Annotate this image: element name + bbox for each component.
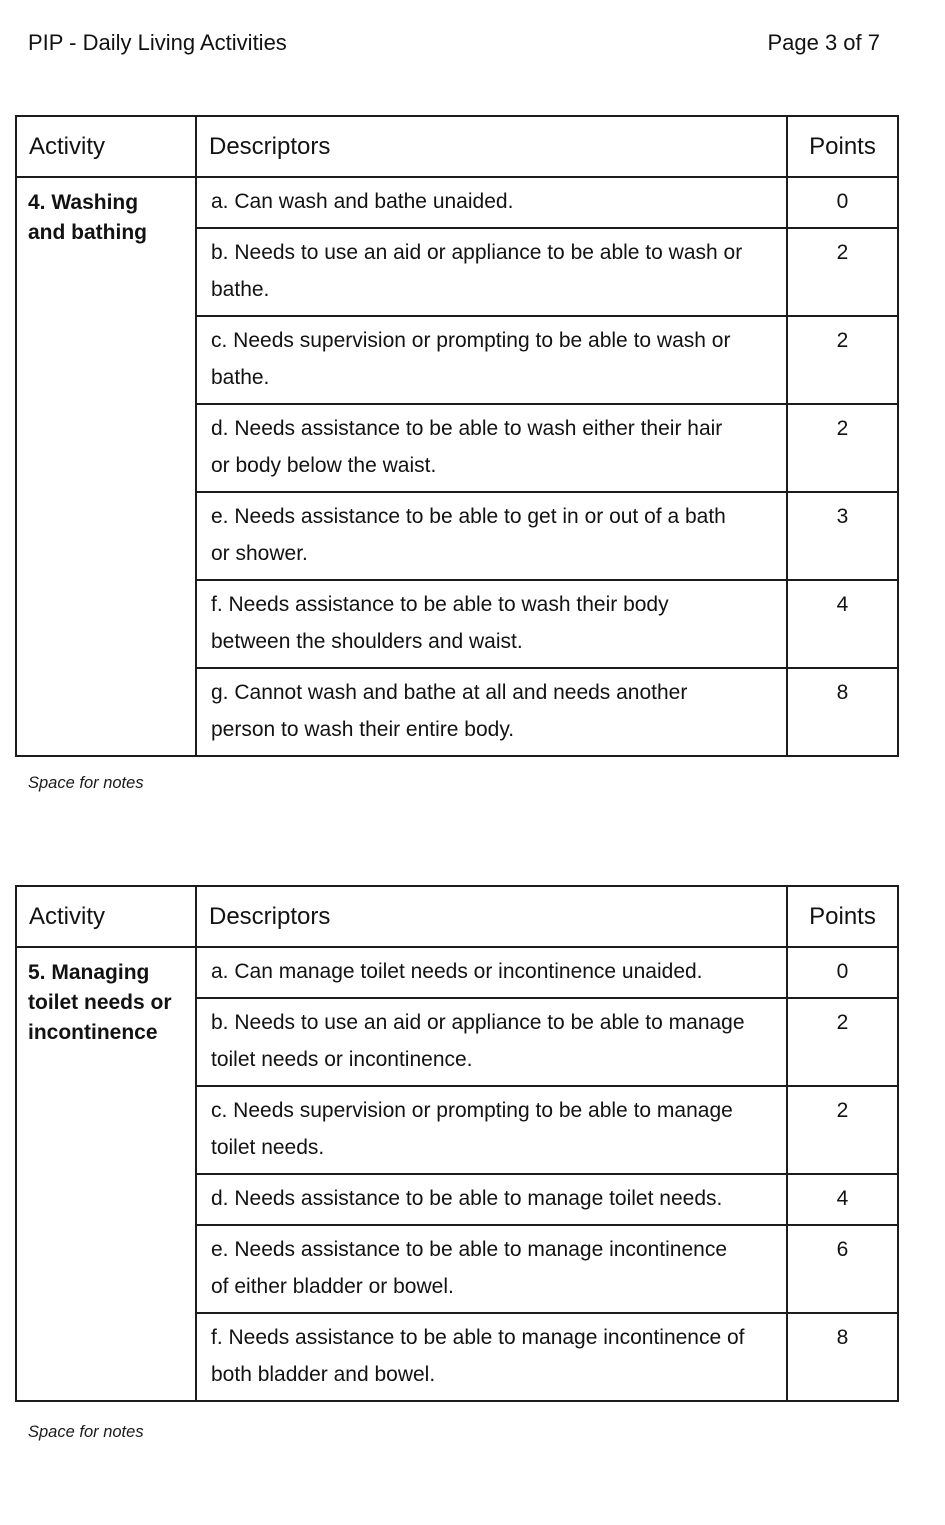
activity-cell: 5. Managing toilet needs or incontinence: [16, 947, 196, 1401]
descriptor-cell: d. Needs assistance to be able to manage toilet needs.: [196, 1174, 787, 1225]
column-header-points: Points: [787, 886, 898, 947]
points-cell: 2: [787, 404, 898, 492]
descriptor-cell: a. Can manage toilet needs or incontinence unaided.: [196, 947, 787, 998]
descriptor-cell: d. Needs assistance to be able to wash either their hair or body below the waist.: [196, 404, 787, 492]
descriptor-cell: b. Needs to use an aid or appliance to be able to manage toilet needs or incontinence.: [196, 998, 787, 1086]
table-header-row: [16, 886, 898, 947]
descriptor-cell: a. Can wash and bathe unaided.: [196, 177, 787, 228]
activity-table-managing-toilet-needs: [15, 885, 899, 1402]
points-cell: 0: [787, 177, 898, 228]
points-cell: 4: [787, 1174, 898, 1225]
activity-cell: 4. Washing and bathing: [16, 177, 196, 756]
points-cell: 6: [787, 1225, 898, 1313]
table-row: [16, 947, 898, 998]
descriptor-cell: e. Needs assistance to be able to manage incontinence of either bladder or bowel.: [196, 1225, 787, 1313]
space-for-notes-label: Space for notes: [28, 774, 144, 792]
points-cell: 3: [787, 492, 898, 580]
descriptor-cell: g. Cannot wash and bathe at all and needs another person to wash their entire body.: [196, 668, 787, 756]
descriptor-cell: b. Needs to use an aid or appliance to be able to wash or bathe.: [196, 228, 787, 316]
table-header-row: [16, 116, 898, 177]
descriptor-cell: e. Needs assistance to be able to get in or out of a bath or shower.: [196, 492, 787, 580]
activity-table-washing-and-bathing: [15, 115, 899, 757]
points-cell: 2: [787, 228, 898, 316]
points-cell: 4: [787, 580, 898, 668]
descriptor-cell: f. Needs assistance to be able to wash their body between the shoulders and waist.: [196, 580, 787, 668]
points-cell: 2: [787, 998, 898, 1086]
descriptor-cell: c. Needs supervision or prompting to be able to manage toilet needs.: [196, 1086, 787, 1174]
washing-and-bathing-section: [0, 115, 945, 793]
descriptor-cell: c. Needs supervision or prompting to be able to wash or bathe.: [196, 316, 787, 404]
table-row: [16, 177, 898, 228]
points-cell: 8: [787, 1313, 898, 1401]
column-header-descriptors: Descriptors: [196, 886, 787, 947]
document-title: PIP - Daily Living Activities: [28, 30, 287, 55]
column-header-activity: Activity: [16, 886, 196, 947]
points-cell: 2: [787, 1086, 898, 1174]
column-header-points: Points: [787, 116, 898, 177]
page-number: Page 3 of 7: [767, 30, 880, 55]
page-header: [0, 30, 945, 56]
column-header-descriptors: Descriptors: [196, 116, 787, 177]
space-for-notes-label: Space for notes: [28, 1423, 144, 1441]
points-cell: 2: [787, 316, 898, 404]
points-cell: 8: [787, 668, 898, 756]
descriptor-cell: f. Needs assistance to be able to manage incontinence of both bladder and bowel.: [196, 1313, 787, 1401]
managing-toilet-needs-section: [0, 885, 945, 1442]
column-header-activity: Activity: [16, 116, 196, 177]
points-cell: 0: [787, 947, 898, 998]
